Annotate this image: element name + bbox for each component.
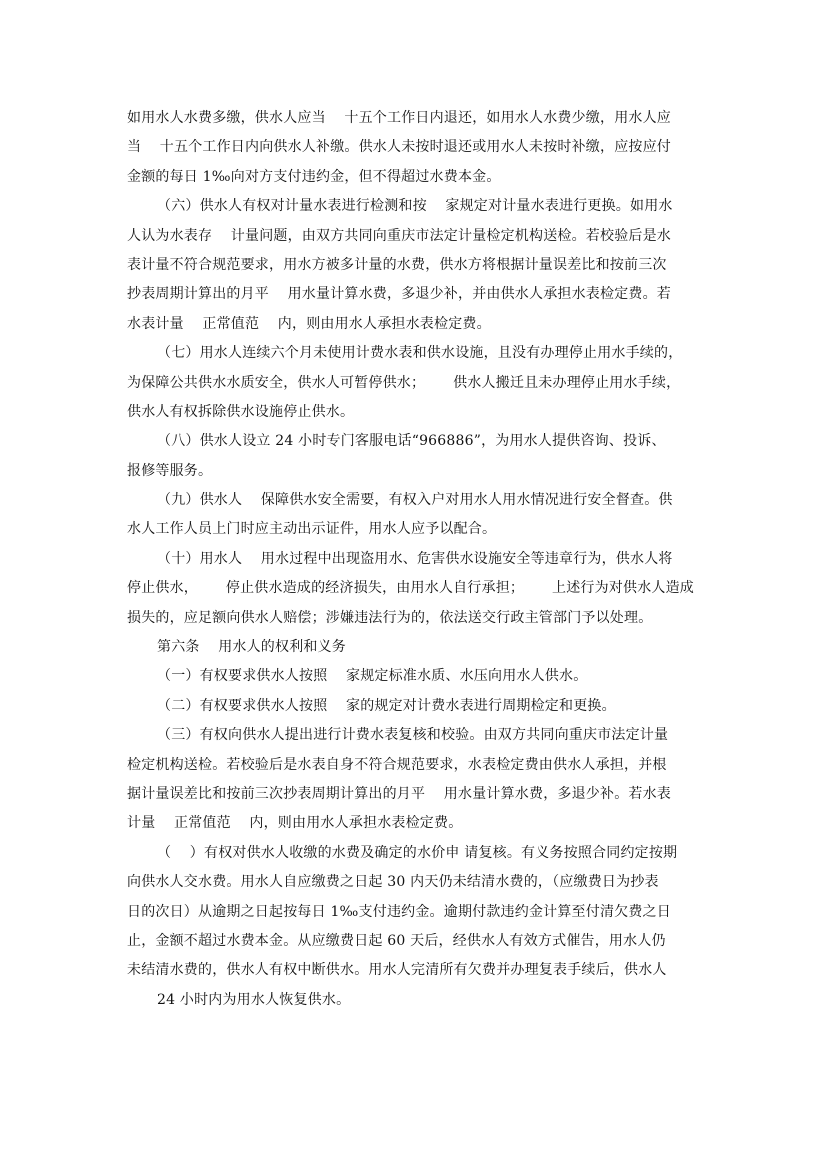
- article-heading: 第六条 用水人的权利和义务: [157, 639, 346, 656]
- text-line: 向供水人交水费。用水人自应缴费之日起 30 内天仍未结清水费的，（应缴费日为抄表: [127, 874, 659, 891]
- text-line: 表计量不符合规范要求，用水方被多计量的水费，供水方将根据计量误差比和按前三次: [127, 256, 667, 273]
- text-line: （八）供水人设立 24 小时专门客服电话“966886”，为用水人提供咨询、投诉、: [157, 433, 666, 450]
- text-line: （三）有权向供水人提出进行计费水表复核和校验。由双方共同向重庆市法定计量: [157, 727, 669, 744]
- text-line: 停止供水， 停止供水造成的经济损失，由用水人自行承担； 上述行为对供水人造成: [127, 580, 694, 597]
- text-line: 据计量误差比和按前三次抄表周期计算出的月平 用水量计算水费，多退少补。若水表: [127, 785, 671, 802]
- text-line: 日的次日）从逾期之日起按每日 1‰支付违约金。逾期付款违约金计算至付清欠费之日: [127, 903, 671, 920]
- text-line: 未结清水费的，供水人有权中断供水。用水人完清所有欠费并办理复表手续后，供水人: [127, 962, 667, 979]
- text-line: 供水人有权拆除供水设施停止供水。: [127, 403, 355, 420]
- text-line: （九）供水人 保障供水安全需要，有权入户对用水人用水情况进行安全督查。供: [157, 492, 673, 509]
- text-line: （七）用水人连续六个月未使用计费水表和供水设施，且没有办理停止用水手续的，: [157, 345, 683, 362]
- text-line: （十）用水人 用水过程中出现盗用水、危害供水设施安全等违章行为，供水人将: [157, 550, 673, 567]
- text-line: 为保障公共供水水质安全，供水人可暂停供水； 供水人搬迁且未办理停止用水手续，: [127, 374, 681, 391]
- text-line: 检定机构送检。若校验后是水表自身不符合规范要求，水表检定费由供水人承担，并根: [127, 756, 667, 773]
- text-line: （六）供水人有权对计量水表进行检测和按 家规定对计量水表进行更换。如用水: [157, 198, 673, 215]
- text-line: 损失的，应足额向供水人赔偿；涉嫌违法行为的，依法送交行政主管部门予以处理。: [127, 609, 653, 626]
- text-line: 当 十五个工作日内向供水人补缴。供水人未按时退还或用水人未按时补缴，应按应付: [127, 139, 671, 156]
- text-line: （ ）有权对供水人收缴的水费及确定的水价申 请复核。有义务按照合同约定按期: [157, 844, 678, 861]
- text-line: 金额的每日 1‰向对方支付违约金，但不得超过水费本金。: [127, 168, 501, 185]
- text-line: 24 小时内为用水人恢复供水。: [157, 991, 351, 1008]
- text-line: 水人工作人员上门时应主动出示证件，用水人应予以配合。: [127, 521, 497, 538]
- text-line: （一）有权要求供水人按照 家规定标准水质、水压向用水人供水。: [157, 668, 588, 685]
- document-body: [127, 104, 707, 1015]
- text-line: 水表计量 正常值范 内，则由用水人承担水表检定费。: [127, 315, 491, 332]
- text-line: 止，金额不超过水费本金。从应缴费日起 60 天后，经供水人有效方式催告，用水人仍: [127, 932, 666, 949]
- text-line: （二）有权要求供水人按照 家的规定对计费水表进行周期检定和更换。: [157, 697, 616, 714]
- text-line: 人认为水表存 计量问题，由双方共同向重庆市法定计量检定机构送检。若校验后是水: [127, 227, 671, 244]
- text-line: 如用水人水费多缴，供水人应当 十五个工作日内退还，如用水人水费少缴，用水人应: [127, 110, 671, 126]
- text-line: 报修等服务。: [127, 462, 213, 479]
- text-line: 抄表周期计算出的月平 用水量计算水费，多退少补，并由供水人承担水表检定费。若: [127, 286, 671, 303]
- text-line: 计量 正常值范 内，则由用水人承担水表检定费。: [127, 815, 463, 832]
